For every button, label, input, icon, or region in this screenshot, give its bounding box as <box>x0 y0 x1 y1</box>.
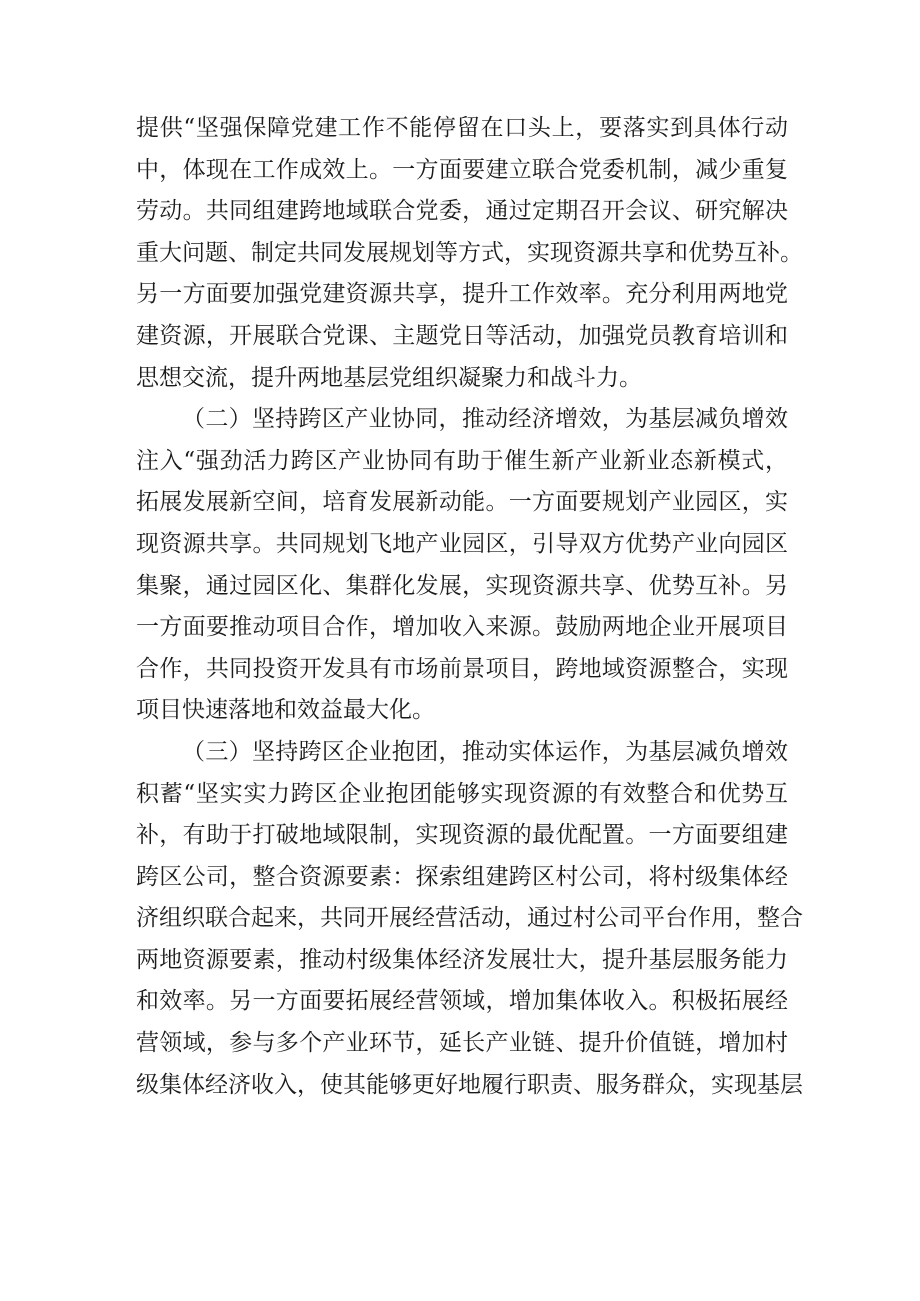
text-line: 积蓄“坚实实力跨区企业抱团能够实现资源的有效整合和优势互 <box>136 780 788 807</box>
section-heading-line: （二）坚持跨区产业协同，推动经济增效，为基层减负增效 <box>182 406 788 433</box>
text-line: 现资源共享。共同规划飞地产业园区，引导双方优势产业向园区 <box>136 530 788 557</box>
text-line: 中，体现在工作成效上。一方面要建立联合党委机制，减少重复 <box>136 156 788 183</box>
text-line: 项目快速落地和效益最大化。 <box>136 697 435 724</box>
text-line: 建资源，开展联合党课、主题党日等活动，加强党员教育培训和 <box>136 322 788 349</box>
text-line: 注入“强劲活力跨区产业协同有助于催生新产业新业态新模式， <box>136 447 788 474</box>
text-line: 提供“坚强保障党建工作不能停留在口头上，要落实到具体行动 <box>136 115 788 141</box>
text-line: 补，有助于打破地域限制，实现资源的最优配置。一方面要组建 <box>136 822 788 849</box>
text-line: 合作，共同投资开发具有市场前景项目，跨地域资源整合，实现 <box>136 655 788 682</box>
text-line: 和效率。另一方面要拓展经营领域，增加集体收入。积极拓展经 <box>136 988 788 1015</box>
text-line: 另一方面要加强党建资源共享，提升工作效率。充分利用两地党 <box>136 281 788 308</box>
text-line: 跨区公司，整合资源要素：探索组建跨区村公司，将村级集体经 <box>136 863 788 890</box>
text-line: 营领域，参与多个产业环节，延长产业链、提升价值链，增加村 <box>136 1030 788 1057</box>
text-line: 劳动。共同组建跨地域联合党委，通过定期召开会议、研究解决 <box>136 198 788 225</box>
text-line: 一方面要推动项目合作，增加收入来源。鼓励两地企业开展项目 <box>136 614 788 641</box>
document-body <box>136 108 803 1106</box>
text-line: 两地资源要素，推动村级集体经济发展壮大，提升基层服务能力 <box>136 946 788 973</box>
text-line: 拓展发展新空间，培育发展新动能。一方面要规划产业园区，实 <box>136 489 788 516</box>
text-line: 济组织联合起来，共同开展经营活动，通过村公司平台作用，整合 <box>136 905 803 932</box>
text-line: 集聚，通过园区化、集群化发展，实现资源共享、优势互补。另 <box>136 572 788 599</box>
text-line: 重大问题、制定共同发展规划等方式，实现资源共享和优势互补。 <box>136 239 803 266</box>
text-line: 思想交流，提升两地基层党组织凝聚力和战斗力。 <box>136 364 642 391</box>
text-line: 级集体经济收入，使其能够更好地履行职责、服务群众，实现基层 <box>136 1071 803 1098</box>
section-heading-line: （三）坚持跨区企业抱团，推动实体运作，为基层减负增效 <box>182 738 788 765</box>
